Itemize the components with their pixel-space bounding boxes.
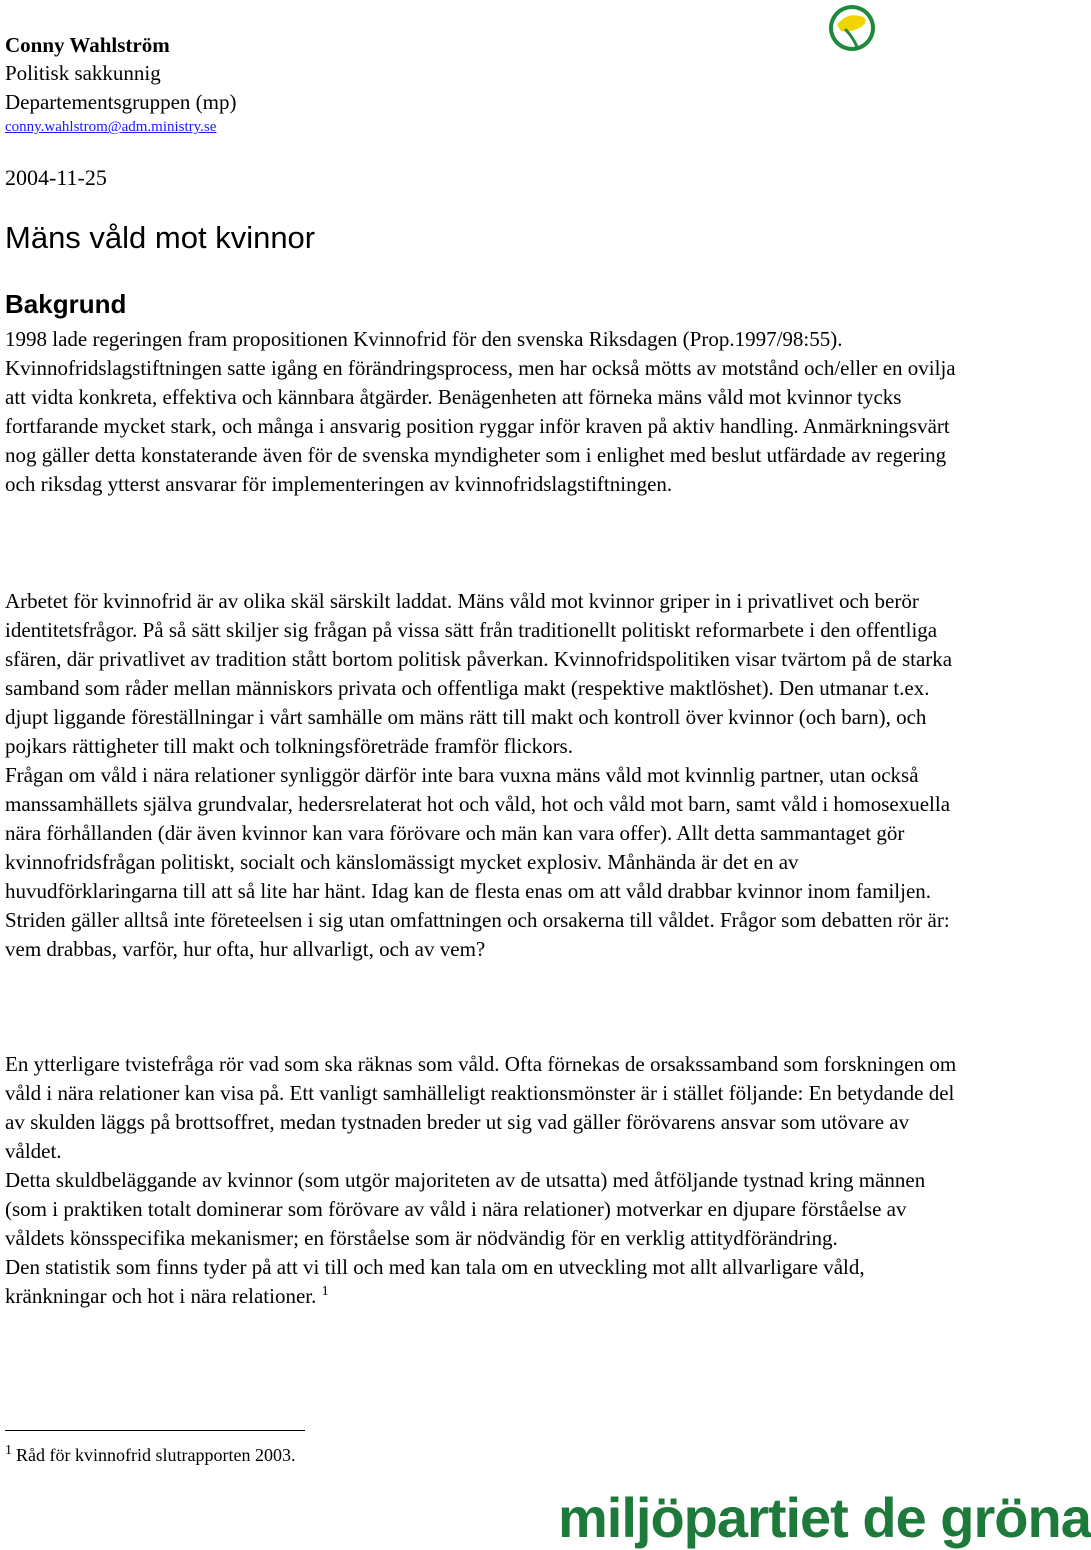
footnote [5, 1443, 295, 1467]
author-name: Conny Wahlström [5, 33, 170, 57]
dandelion-logo-icon [823, 3, 881, 53]
body-block-2 [5, 587, 958, 964]
document-date: 2004-11-25 [5, 165, 107, 190]
party-wordmark-logo: miljöpartiet de gröna [558, 1486, 1091, 1549]
paragraph: En ytterligare tvistefråga rör vad som ska räknas som våld. Ofta förnekas de orsakssamband som forskningen om våld i nära relationer kan visa på. Ett vanligt samhälleligt reaktionsmönster är i stället följande: En betydande del av skulden läggs på brottsoffret, medan tystnaden breder ut sig vad gäller förövarens ansvar som utövare av våldet. [5, 1052, 957, 1163]
author-email-link[interactable]: conny.wahlstrom@adm.ministry.se [5, 119, 217, 135]
footnote-divider [5, 1430, 305, 1431]
section-heading: Bakgrund [5, 289, 127, 319]
paragraph-text: Den statistik som finns tyder på att vi till och med kan tala om en utveckling mot allt allvarligare våld, kränkningar och hot i nära relationer. [5, 1255, 865, 1308]
body-block-3 [5, 1050, 958, 1311]
body-block-1 [5, 325, 958, 499]
paragraph: Arbetet för kvinnofrid är av olika skäl särskilt laddat. Mäns våld mot kvinnor griper in i privatlivet och berör identitetsfrågor. På så sätt skiljer sig frågan på vissa sätt från traditionellt politiskt reformarbete i den offentliga sfären, där privatlivet av tradition stått bortom politisk påverkan. Kvinnofridspolitiken visar tvärtom på de starka samband som råder mellan människors privata och offentliga makt (respektive maktlöshet). Den utmanar t.ex. djupt liggande föreställningar i vårt samhälle om mäns rätt till makt och kontroll över kvinnor (och barn), och pojkars rättigheter till makt och tolkningsföreträde framför flickors. [5, 589, 953, 758]
author-department: Departementsgruppen (mp) [5, 90, 237, 114]
page-title: Mäns våld mot kvinnor [5, 220, 316, 255]
author-role: Politisk sakkunnig [5, 61, 161, 85]
paragraph: 1998 lade regeringen fram propositionen Kvinnofrid för den svenska Riksdagen (Prop.1997/98:55). Kvinnofridslagstiftningen satte igång en förändringsprocess, men har också mötts av motstånd och/eller en ovilja att vidta konkreta, effektiva och kännbara åtgärder. Benägenheten att förneka mäns våld mot kvinnor tycks fortfarande mycket stark, och många i ansvarig position ryggar inför kraven på aktiv handling. Anmärkningsvärt nog gäller detta konstaterande även för de svenska myndigheter som i enlighet med beslut utfärdade av regering och riksdag ytterst ansvarar för implementeringen av kvinnofridslagstiftningen. [5, 327, 956, 496]
paragraph: Detta skuldbeläggande av kvinnor (som utgör majoriteten av de utsatta) med åtföljande tystnad kring männen (som i praktiken totalt dominerar som förövare av våld i nära relationer) motverkar en djupare förståelse av våldets könsspecifika mekanismer; en förståelse som är nödvändig för en verklig attitydförändring. [5, 1168, 926, 1250]
footnote-number: 1 [5, 1443, 12, 1458]
paragraph [5, 1253, 958, 1311]
footnote-reference[interactable]: 1 [321, 1284, 329, 1299]
paragraph: Frågan om våld i nära relationer synliggör därför inte bara vuxna mäns våld mot kvinnlig partner, utan också manssamhällets själva grundvalar, hedersrelaterat hot och våld, hot och våld mot barn, samt våld i homosexuella nära förhållanden (där även kvinnor kan vara förövare och män kan vara offer). Allt detta sammantaget gör kvinnofridsfrågan politiskt, socialt och känslomässigt mycket explosiv. Månhända är det en av huvudförklaringarna till att så lite har hänt. Idag kan de flesta enas om att våld drabbar kvinnor inom familjen. Striden gäller alltså inte företeelsen i sig utan omfattningen och orsakerna till våldet. Frågor som debatten rör är: vem drabbas, varför, hur ofta, hur allvarligt, och av vem? [5, 763, 951, 961]
footnote-text: Råd för kvinnofrid slutrapporten 2003. [16, 1445, 296, 1465]
